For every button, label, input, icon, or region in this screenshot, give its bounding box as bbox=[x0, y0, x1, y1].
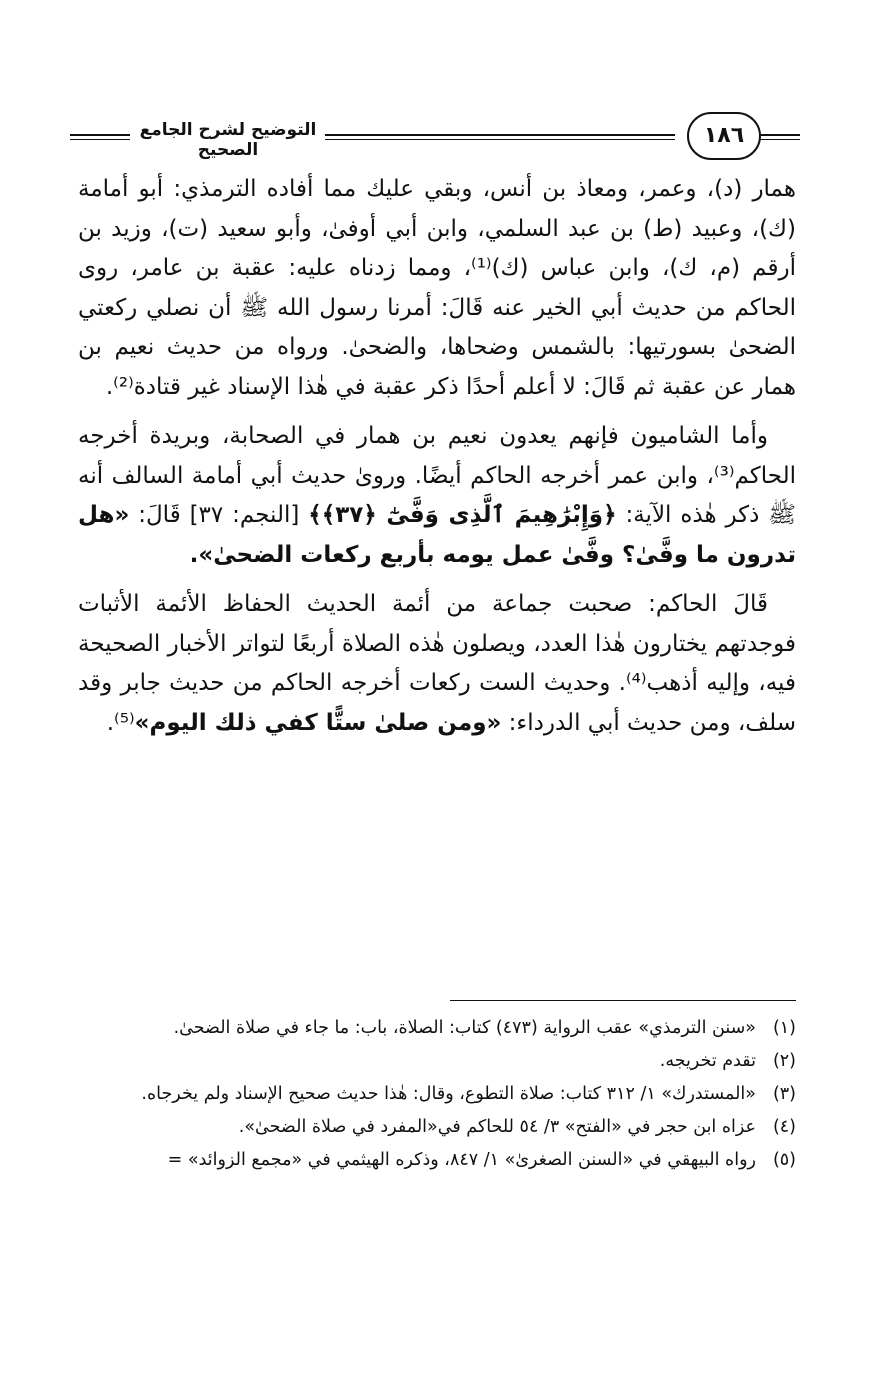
footnote-number: (٥) bbox=[772, 1150, 796, 1170]
paragraph-3-text: قَالَ الحاكم: صحبت جماعة من أئمة الحديث الحفاظ الأئمة الأثبات فوجدتهم يختارون هٰذا العدد، ويصلون هٰذه الصلاة أربعًا لتواتر الأخبار الصحيحة فيه، وإليه أذهب⁽⁴⁾. وحديث الست ركعات أخرجه الحاكم من حديث جابر وقد سلف، ومن حديث أبي الدرداء: bbox=[78, 591, 796, 736]
footnotes bbox=[60, 1012, 796, 1177]
footnote-2 bbox=[60, 1045, 796, 1078]
paragraph-3-end: ⁽⁵⁾. bbox=[106, 709, 135, 736]
footnote-number: (٤) bbox=[772, 1117, 796, 1137]
footnote-number: (٣) bbox=[772, 1084, 796, 1104]
footnote-text: عزاه ابن حجر في «الفتح» ٣/ ٥٤ للحاكم في«المفرد في صلاة الضحىٰ». bbox=[238, 1117, 756, 1137]
footnote-5 bbox=[60, 1144, 796, 1177]
page-number: ١٨٦ bbox=[687, 112, 761, 160]
quran-verse: ﴿وَإِبْرَٰهِيمَ ٱلَّذِى وَفَّىٰٓ ﴿٣٧﴾﴾ bbox=[308, 502, 617, 528]
header-rule-middle bbox=[325, 134, 675, 140]
footnote-4 bbox=[60, 1111, 796, 1144]
paragraph-2-text-a: وأما الشاميون فإنهم يعدون نعيم بن همار في الصحابة، وبريدة أخرجه الحاكم⁽³⁾، وابن عمر أخرجه الحاكم أيضًا. وروىٰ حديث أبي أمامة السالف أنه ﷺ ذكر هٰذه الآية: bbox=[78, 423, 797, 528]
paragraph-2-text-b: [النجم: ٣٧] قَالَ: bbox=[129, 502, 309, 528]
paragraph-3 bbox=[78, 585, 796, 743]
hadith-quote-2: «ومن صلىٰ ستًّا كفي ذلك اليوم» bbox=[134, 709, 502, 736]
footnote-1 bbox=[60, 1012, 796, 1045]
footnote-number: (١) bbox=[772, 1018, 796, 1038]
footnote-number: (٢) bbox=[772, 1051, 796, 1071]
paragraph-1: همار (د)، وعمر، ومعاذ بن أنس، وبقي عليك مما أفاده الترمذي: أبو أمامة (ك)، وعبيد (ط) بن عبد السلمي، وابن أبي أوفىٰ، وأبو سعيد (ت)، وزيد بن أرقم (م، ك)، وابن عباس (ك)⁽¹⁾، ومما زدناه عليه: عقبة بن عامر، روى الحاكم من حديث أبي الخير عنه قَالَ: أمرنا رسول الله ﷺ أن نصلي ركعتي الضحىٰ بسورتيها: بالشمس وضحاها، والضحىٰ. ورواه من حديث نعيم بن همار عن عقبة ثم قَالَ: لا أعلم أحدًا ذكر عقبة في هٰذا الإسناد غير قتادة⁽²⁾. bbox=[78, 176, 796, 400]
footnote-3 bbox=[60, 1078, 796, 1111]
header-rule-left bbox=[70, 134, 130, 140]
main-text bbox=[78, 170, 796, 743]
footnote-text: «سنن الترمذي» عقب الرواية (٤٧٣) كتاب: الصلاة، باب: ما جاء في صلاة الضحىٰ. bbox=[173, 1018, 756, 1038]
footnote-text: رواه البيهقي في «السنن الصغرىٰ» ١/ ٨٤٧، وذكره الهيثمي في «مجمع الزوائد» = bbox=[167, 1150, 756, 1170]
footnote-text: تقدم تخريجه. bbox=[659, 1051, 756, 1071]
footnote-separator bbox=[450, 1000, 796, 1001]
footnote-text: «المستدرك» ١/ ٣١٢ كتاب: صلاة التطوع، وقال: هٰذا حديث صحيح الإسناد ولم يخرجاه. bbox=[141, 1084, 756, 1104]
running-title: التوضيح لشرح الجامع الصحيح bbox=[139, 120, 317, 160]
header-rule-right bbox=[760, 134, 800, 140]
page-header bbox=[70, 112, 800, 164]
hadith-quote: «هل تدرون ما وفَّىٰ؟ وفَّىٰ عمل يومه بأربع ركعات الضحىٰ». bbox=[78, 502, 796, 568]
paragraph-2 bbox=[78, 417, 796, 575]
